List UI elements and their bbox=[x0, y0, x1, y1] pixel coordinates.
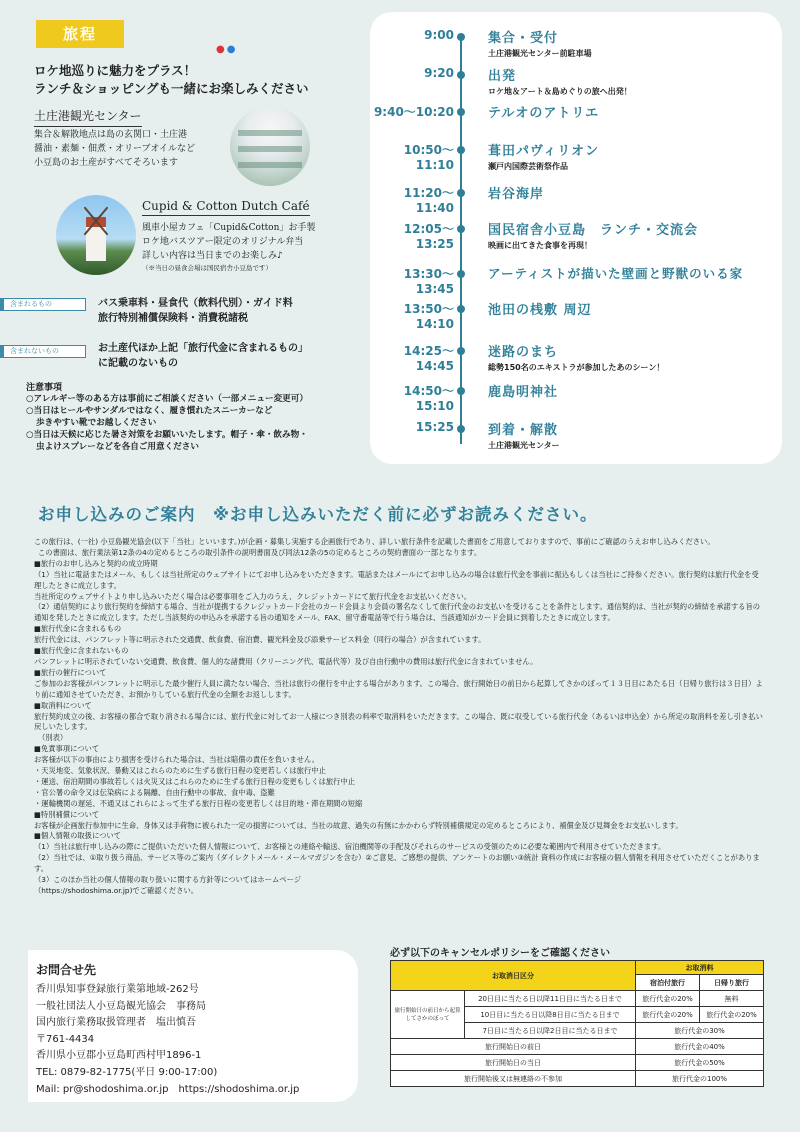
guide-paragraph: 旅行契約成立の後、お客様の都合で取り消される場合には、旅行代金に対してお一人様につき別表の料率で取消料をいただきます。この場合、既に収受している旅行代金（あるいは申込金）から所定の取消料を差し引き払い戻しいたします。 bbox=[34, 711, 763, 732]
timeline-dot bbox=[457, 146, 465, 154]
spot-title-cafe: Cupid & Cotton Dutch Café bbox=[142, 199, 310, 216]
guide-paragraph: 旅行代金には、パンフレット等に明示された交通費、飲食費、宿泊費、観光料金及び添乗サービス料金（同行の場合）が含まれています。 bbox=[34, 635, 486, 645]
spot-note: （※当日の昼食会場は国民宿舎小豆島です） bbox=[142, 264, 272, 272]
timeline-line bbox=[460, 34, 462, 444]
guide-paragraph: ・天災地変、気象状況、暴動又はこれらのために生ずる旅行日程の変更若しくは旅行中止 bbox=[34, 766, 326, 776]
spot-desc-line: 詳しい内容は当日までのお楽しみ♪ bbox=[142, 251, 283, 261]
contact-line: 香川県小豆郡小豆島町西村甲1896-1 bbox=[36, 1050, 202, 1062]
guide-paragraph: ・運輸機関の遅延、不通又はこれらによって生ずる旅行日程の変更若しくは目的地・滞在期間の短縮 bbox=[34, 798, 363, 808]
period-cell: 旅行開始日の前日 bbox=[391, 1039, 636, 1055]
timeline-dot bbox=[457, 33, 465, 41]
guide-paragraph: ■特別補償について bbox=[34, 809, 100, 819]
note-line: ○当日は天候に応じた暑さ対策をお願いいたします。帽子・傘・飲み物・ bbox=[26, 430, 308, 440]
timeline-time: 9:20 bbox=[424, 66, 454, 80]
contact-line: 香川県知事登録旅行業第地域-262号 bbox=[36, 984, 199, 995]
group-label: 旅行開始日の前日から起算してさかのぼって bbox=[391, 991, 465, 1039]
cancel-policy-table bbox=[390, 960, 764, 1087]
contact-line: 一般社団法人小豆島観光協会 事務局 bbox=[36, 1000, 206, 1012]
guide-paragraph: ・官公署の命令又は伝染病による隔離、自由行動中の事故、食中毒、盗難 bbox=[34, 787, 275, 797]
guide-paragraph: （2）通信契約により旅行契約を締結する場合、当社が提携するクレジットカード会社のカード会員より会員の署名なくして旅行代金のお支払いを受けることを条件とします。通信契約は、当社が契約の締結を承諾する旨の通知を発したときに成立します。ただし当該契約の申込みを承諾する旨の通知をメール、FAX、留守番電話等で行う場合は、当該通知がカード会員に到着したときに成立します。 bbox=[34, 602, 761, 623]
timeline-sub: 瀬戸内国際芸術祭作品 bbox=[488, 162, 568, 171]
timeline-sub: 総勢150名のエキストラが参加したあのシーン！ bbox=[488, 363, 665, 372]
windmill-cafe-photo bbox=[56, 195, 136, 275]
period-cell: 20日目に当たる日以降11日目に当たる日まで bbox=[465, 991, 636, 1007]
fee-cell: 旅行代金の30% bbox=[636, 1023, 764, 1039]
table-row bbox=[391, 1055, 764, 1071]
guide-paragraph: （別表） bbox=[38, 733, 68, 743]
guide-paragraph: ■旅行代金に含まれないもの bbox=[34, 646, 129, 656]
guide-paragraph: （1）当社に電話またはメール、もしくは当社所定のウェブサイトにてお申し込みをいただきます。電話またはメールにてお申し込みの場合は旅行代金を事前に振込もしくは当社にご持参ください。旅行契約は旅行代金を受理したときに成立します。 bbox=[34, 569, 759, 590]
fee-cell: 旅行代金の40% bbox=[636, 1039, 764, 1055]
guide-paragraph: ■旅行の催行について bbox=[34, 667, 107, 677]
guide-paragraph: パンフレットに明示されていない交通費、飲食費、個人的な諸費用（クリーニング代、電話代等）及び自由行動中の費用は旅行代金に含まれていません。 bbox=[34, 656, 538, 666]
timeline-name: 集合・受付 bbox=[488, 31, 559, 46]
timeline-dot bbox=[457, 189, 465, 197]
timeline-name: 迷路のまち bbox=[488, 345, 559, 360]
timeline-time: 12:05～13:25 bbox=[403, 222, 454, 251]
timeline-dot bbox=[457, 387, 465, 395]
included-line: バス乗車料・昼食代（飲料代別）・ガイド料 bbox=[98, 298, 293, 309]
guide-paragraph: お客様が企画旅行参加中に生命、身体又は手荷物に被られた一定の損害については、当社の故意、過失の有無にかかわらず特別補償規定の定めるところにより、補償金及び見舞金をお支払いします。 bbox=[34, 820, 683, 830]
included-label: 含まれるもの bbox=[0, 298, 86, 311]
fee-cell: 旅行代金の50% bbox=[636, 1055, 764, 1071]
day-fee-cell: 旅行代金の20% bbox=[700, 1007, 764, 1023]
tagline-line: ランチ＆ショッピングも一緒にお楽しみください bbox=[34, 81, 309, 96]
stay-fee-cell: 旅行代金の20% bbox=[636, 991, 700, 1007]
period-cell: 10日目に当たる日以降8日目に当たる日まで bbox=[465, 1007, 636, 1023]
table-row bbox=[391, 1071, 764, 1087]
timeline-card bbox=[370, 12, 782, 464]
spot-desc-line: 醤油・素麺・佃煮・オリーブオイルなど bbox=[34, 144, 196, 154]
guide-paragraph: 当社所定のウェブサイトより申し込みいただく場合は必要事項をご入力のうえ、クレジットカードにて旅行代金をお支払いください。 bbox=[34, 591, 472, 601]
guide-paragraph: （1）当社は旅行申し込みの際にご提供いただいた個人情報について、お客様との連絡や輸送、宿泊機関等の手配及びそれらのサービスの受領のために必要な範囲内で利用させていただきます。 bbox=[34, 842, 666, 852]
timeline-dot bbox=[457, 425, 465, 433]
timeline-sub: 土庄港観光センター bbox=[488, 441, 560, 450]
not-included-line: に記載のないもの bbox=[98, 358, 178, 369]
timeline-name: 到着・解散 bbox=[488, 423, 559, 438]
spot-desc-tonosho bbox=[34, 128, 234, 170]
note-line: 歩きやすい靴でお越しください bbox=[36, 418, 157, 428]
header-period: お取消日区分 bbox=[391, 961, 636, 991]
timeline-name: 岩谷海岸 bbox=[488, 187, 545, 202]
included-line: 旅行特別補償保険料・消費税諸税 bbox=[98, 313, 248, 324]
spot-desc-line: ロケ地バスツアー限定のオリジナル弁当 bbox=[142, 237, 304, 247]
note-line: ○アレルギー等のある方は事前にご相談ください（一部メニュー変更可） bbox=[26, 394, 308, 404]
guide-body bbox=[34, 537, 766, 897]
header-stay: 宿泊付旅行 bbox=[636, 975, 700, 991]
timeline-name: 国民宿舎小豆島 ランチ・交流会 bbox=[488, 223, 699, 238]
timeline-name: アーティストが描いた壁画と野獣のいる家 bbox=[488, 266, 744, 281]
contact-mail-web[interactable]: Mail: pr@shodoshima.or.jp https://shodoshima.or.jp bbox=[36, 1083, 300, 1095]
timeline-time: 15:25 bbox=[415, 420, 454, 434]
notes-title: 注意事項 bbox=[26, 383, 63, 393]
period-cell: 旅行開始日の当日 bbox=[391, 1055, 636, 1071]
guide-paragraph: （3）このほか当社の個人情報の取り扱いに関する方針等についてはホームページ bbox=[34, 875, 302, 885]
timeline-time: 9:00 bbox=[424, 28, 454, 42]
timeline-sub: 映画に出てきた食事を再現！ bbox=[488, 241, 592, 250]
spot-desc-line: 集合＆解散地点は島の玄関口・土庄港 bbox=[34, 130, 188, 140]
table-row bbox=[391, 991, 764, 1007]
notes-list bbox=[26, 393, 366, 453]
included-text bbox=[98, 296, 368, 326]
guide-paragraph: ■免責事項について bbox=[34, 744, 100, 754]
header-fee: お取消料 bbox=[636, 961, 764, 975]
guide-paragraph: ■旅行代金に含まれるもの bbox=[34, 624, 122, 634]
timeline-dot bbox=[457, 270, 465, 278]
tagline bbox=[34, 62, 374, 98]
paw-print-icon: ● ● bbox=[216, 44, 236, 55]
timeline-name: 葺田パヴィリオン bbox=[488, 144, 600, 159]
timeline-dot bbox=[457, 347, 465, 355]
guide-paragraph: ご参加のお客様がパンフレットに明示した最少催行人員に満たない場合、当社は旅行の催行を中止する場合があります。この場合、旅行開始日の前日から起算してさかのぼって１３日目にあたる日（日帰り旅行は３日目）より前に通知させていただき、お預かりしている旅行代金の全額をお返しします。 bbox=[34, 678, 763, 699]
spot-desc-cafe bbox=[142, 221, 362, 274]
contact-line: 〒761-4434 bbox=[36, 1033, 95, 1045]
guide-paragraph: お客様が以下の事由により損害を受けられた場合は、当社は賠償の責任を負いません。 bbox=[34, 755, 320, 765]
guide-paragraph: この旅行は、(一社) 小豆島観光協会(以下「当社」といいます。)が企画・募集し実施する企画旅行であり、詳しい旅行条件を記載した書面をご用意しておりますので、事前にご確認のうえお申し込みください。 bbox=[34, 537, 715, 546]
contact-line: 国内旅行業務取扱管理者 塩出慎吾 bbox=[36, 1017, 196, 1029]
timeline-name: 鹿島明神社 bbox=[488, 385, 559, 400]
period-cell: 旅行開始後又は無連絡の不参加 bbox=[391, 1071, 636, 1087]
souvenir-shop-photo bbox=[230, 106, 310, 186]
timeline-name: テルオのアトリエ bbox=[488, 106, 600, 121]
timeline-time: 13:30～13:45 bbox=[403, 267, 454, 296]
stay-fee-cell: 旅行代金の20% bbox=[636, 1007, 700, 1023]
guide-paragraph: ・運送、宿泊期間の事故若しくは火災又はこれらのために生ずる旅行日程の変更もしくは旅行中止 bbox=[34, 776, 356, 786]
note-line: ○当日はヒールやサンダルではなく、履き慣れたスニーカーなど bbox=[26, 406, 273, 416]
day-fee-cell: 無料 bbox=[700, 991, 764, 1007]
itinerary-tag: 旅程 bbox=[36, 20, 124, 48]
note-line: 虫よけスプレーなどを各自ご用意ください bbox=[36, 442, 199, 452]
guide-paragraph: （2）当社では、①取り扱う商品、サービス等のご案内（ダイレクトメール・メールマガジンを含む）②ご意見、ご感想の提供、アンケートのお願い③統計 資料の作成にお客様の個人情報を利用させていただくことがあります。 bbox=[34, 853, 760, 874]
timeline-dot bbox=[457, 108, 465, 116]
spot-desc-line: 風車小屋カフェ「Cupid&Cotton」お手製 bbox=[142, 223, 316, 233]
guide-paragraph: ■個人情報の取扱について bbox=[34, 831, 122, 841]
cancel-policy-title: 必ず以下のキャンセルポリシーをご確認ください bbox=[390, 948, 610, 959]
timeline-dot bbox=[457, 305, 465, 313]
timeline-time: 13:50～14:10 bbox=[403, 302, 454, 331]
timeline-name: 池田の桟敷 周辺 bbox=[488, 303, 592, 318]
guide-paragraph: （https://shodoshima.or.jp)でご確認ください。 bbox=[34, 886, 199, 895]
header-day: 日帰り旅行 bbox=[700, 975, 764, 991]
timeline-time: 14:50～15:10 bbox=[403, 384, 454, 413]
guide-paragraph: この書面は、旅行業法第12条の4の定めるところの取引条件の説明書面及び同法12条の5の定めるところの契約書面の一部となります。 bbox=[38, 547, 482, 557]
not-included-label: 含まれないもの bbox=[0, 345, 86, 358]
contact-card bbox=[28, 950, 358, 1102]
timeline-dot bbox=[457, 71, 465, 79]
guide-paragraph: ■取消料について bbox=[34, 700, 92, 710]
contact-title: お問合せ先 bbox=[36, 963, 97, 977]
tagline-line: ロケ地巡りに魅力をプラス！ bbox=[34, 63, 197, 78]
table-row bbox=[391, 961, 764, 975]
timeline-sub: ロケ地＆アート＆島めぐりの旅へ出発！ bbox=[488, 87, 632, 96]
timeline-sub: 土庄港観光センター前駐車場 bbox=[488, 49, 592, 58]
timeline-time: 14:25～14:45 bbox=[403, 344, 454, 373]
not-included-line: お土産代ほか上記「旅行代金に含まれるもの」 bbox=[98, 343, 308, 354]
guide-title: お申し込みのご案内 ※お申し込みいただく前に必ずお読みください。 bbox=[38, 505, 598, 524]
timeline-dot bbox=[457, 225, 465, 233]
fee-cell: 旅行代金の100% bbox=[636, 1071, 764, 1087]
timeline-time: 11:20～11:40 bbox=[403, 186, 454, 215]
guide-paragraph: ■旅行のお申し込みと契約の成立時期 bbox=[34, 558, 158, 568]
spot-desc-line: 小豆島のお土産がすべてそろいます bbox=[34, 158, 178, 168]
period-cell: 7日目に当たる日以降2日目に当たる日まで bbox=[465, 1023, 636, 1039]
timeline-time: 10:50～11:10 bbox=[403, 143, 454, 172]
contact-phone[interactable]: TEL: 0879-82-1775(平日 9:00-17:00) bbox=[36, 1066, 218, 1078]
table-row bbox=[391, 1039, 764, 1055]
timeline-name: 出発 bbox=[488, 69, 517, 84]
spot-title-tonosho: 土庄港観光センター bbox=[34, 107, 142, 127]
not-included-text bbox=[98, 341, 368, 371]
timeline-time: 9:40～10:20 bbox=[373, 105, 454, 119]
